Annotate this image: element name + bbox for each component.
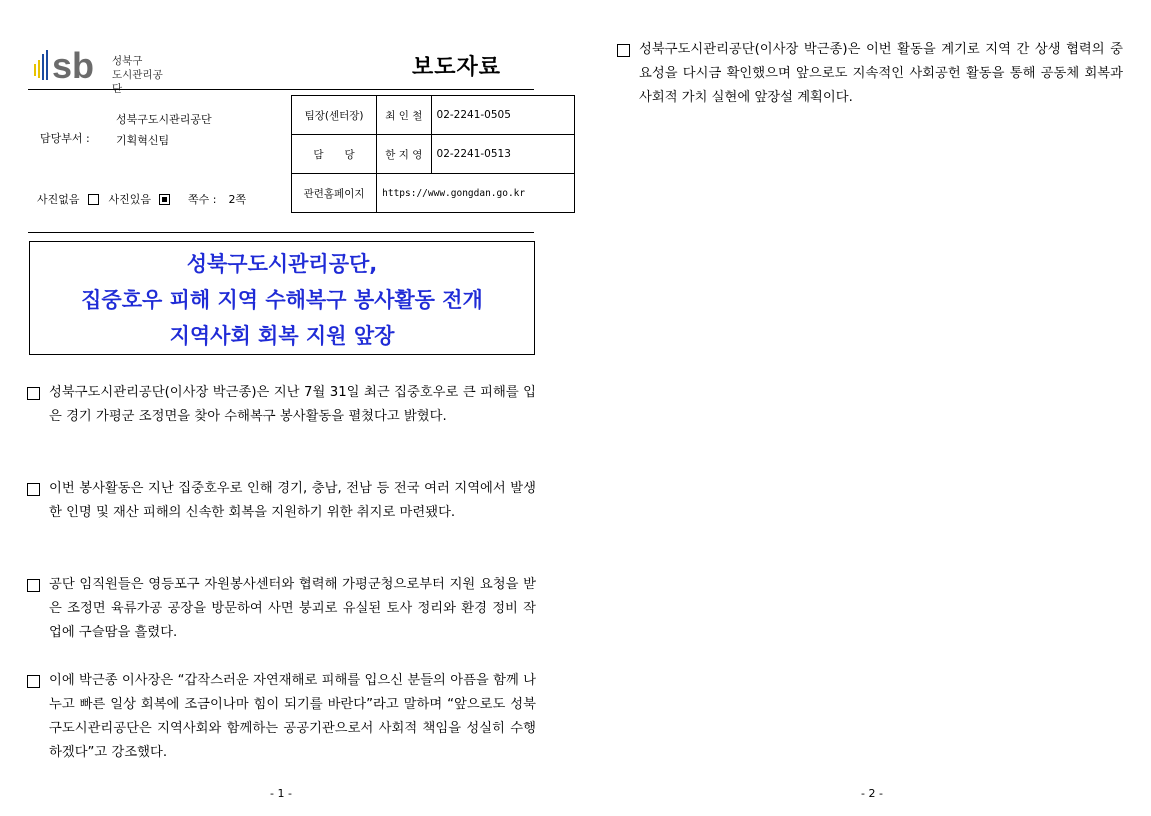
contact-row — [292, 135, 575, 174]
photo-some-checkbox — [159, 194, 170, 205]
logo-line-2: 도시관리공단 — [112, 69, 163, 95]
contact-phone: 02-2241-0505 — [431, 96, 574, 135]
contact-name: 최 인 철 — [377, 96, 431, 135]
paragraph-text: 이에 박근종 이사장은 “갑작스러운 자연재해로 피해를 입으신 분들의 아픔을 함께 나누고 빠른 일상 회복에 조금이나마 힘이 되기를 바란다”라고 말하며 “앞으로도 성북구도시관리공단은 지역사회와 함께하는 공공기관으로서 사회적 책임을 성실히 수행하겠다”고 강조했다. — [49, 673, 536, 760]
page-2 — [576, 0, 1151, 816]
dept-org: 성북구도시관리공단 — [116, 113, 212, 126]
headline-box — [29, 241, 535, 355]
header-divider-top — [28, 89, 534, 90]
body-paragraph — [27, 573, 536, 645]
logo — [32, 44, 172, 95]
contact-table — [291, 95, 575, 213]
photo-some-label: 사진있음 — [108, 193, 152, 206]
sb-logo-icon — [32, 44, 104, 86]
paragraph-text: 이번 봉사활동은 지난 집중호우로 인해 경기, 충남, 전남 등 전국 여러 지역에서 발생한 인명 및 재산 피해의 신속한 회복을 지원하기 위한 취지로 마련됐다. — [49, 481, 536, 520]
body-paragraph — [27, 381, 536, 429]
headline-line-2: 집중호우 피해 지역 수해복구 봉사활동 전개 — [81, 288, 483, 312]
logo-mark-text: sb — [52, 45, 95, 86]
contact-row — [292, 174, 575, 213]
homepage-url[interactable]: https://www.gongdan.go.kr — [377, 174, 575, 213]
header-divider-bottom — [28, 232, 534, 233]
contact-row — [292, 96, 575, 135]
paragraph-text: 성북구도시관리공단(이사장 박근종)은 이번 활동을 계기로 지역 간 상생 협력의 중요성을 다시금 확인했으며 앞으로도 지속적인 사회공헌 활동을 통해 공동체 회복과 사회적 가치 실현에 앞장설 계획이다. — [639, 42, 1123, 105]
photo-none-label: 사진없음 — [37, 193, 80, 206]
contact-role: 팀장(센터장) — [292, 96, 377, 135]
photo-row — [37, 191, 246, 207]
contact-role: 관련홈페이지 — [292, 174, 377, 213]
contact-name: 한 지 영 — [377, 135, 431, 174]
photo-none-checkbox — [88, 194, 99, 205]
dept-team: 기획혁신팀 — [116, 134, 170, 147]
bullet-square-icon — [27, 483, 40, 496]
page-number: - 1 - — [270, 787, 292, 800]
pages-label: 쪽수 : — [188, 193, 217, 206]
page-1 — [0, 0, 575, 816]
doc-type-title: 보도자료 — [412, 55, 502, 80]
headline-line-1: 성북구도시관리공단, — [186, 252, 378, 276]
paragraph-text: 공단 임직원들은 영등포구 자원봉사센터와 협력해 가평군청으로부터 지원 요청을 받은 조정면 육류가공 공장을 방문하여 사면 붕괴로 유실된 토사 정리와 환경 정비 작업에 구슬땀을 흘렸다. — [49, 577, 536, 640]
bullet-square-icon — [27, 387, 40, 400]
contact-role: 담 당 — [292, 135, 377, 174]
pages-value: 2쪽 — [228, 193, 247, 206]
page-number: - 2 - — [861, 787, 883, 800]
body-paragraph — [27, 669, 536, 765]
contact-phone: 02-2241-0513 — [431, 135, 574, 174]
body-paragraph — [27, 477, 536, 525]
logo-line-1: 성북구 — [112, 55, 143, 67]
paragraph-text: 성북구도시관리공단(이사장 박근종)은 지난 7월 31일 최근 집중호우로 큰 피해를 입은 경기 가평군 조정면을 찾아 수해복구 봉사활동을 펼쳤다고 밝혔다. — [49, 385, 536, 424]
body-paragraph — [617, 38, 1123, 110]
bullet-square-icon — [27, 579, 40, 592]
bullet-square-icon — [617, 44, 630, 57]
dept-label: 담당부서 : — [40, 132, 90, 145]
headline-line-3: 지역사회 회복 지원 앞장 — [169, 324, 395, 348]
bullet-square-icon — [27, 675, 40, 688]
